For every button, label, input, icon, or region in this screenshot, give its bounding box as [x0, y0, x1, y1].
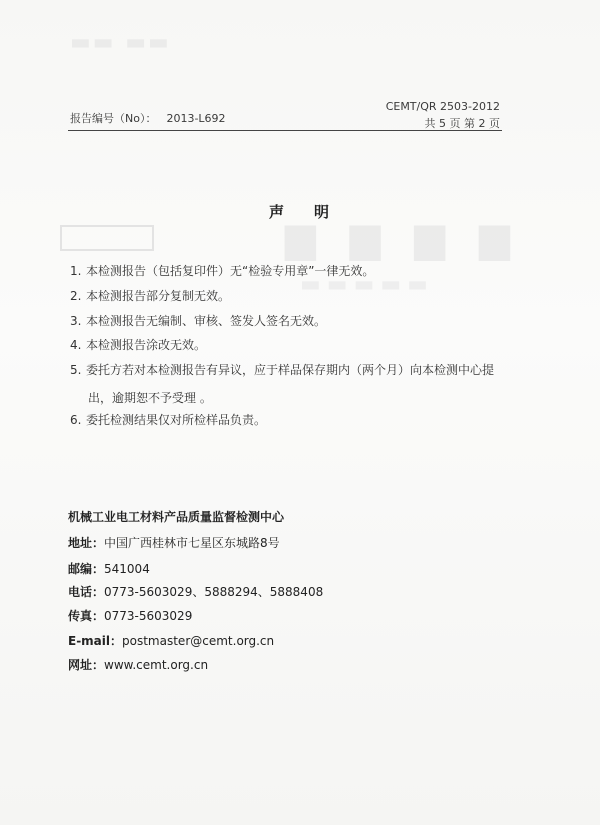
org-email — [68, 632, 274, 649]
website-value: www.cemt.org.cn — [104, 658, 209, 672]
fax-value: 0773-5603029 — [104, 609, 193, 623]
page-info: 共 5 页 第 2 页 — [424, 117, 500, 130]
statement-item: 5. 委托方若对本检测报告有异议，应于样品保存期内（两个月）向本检测中心提 出，逾期恕不予受理 。 — [70, 363, 495, 405]
phone-value: 0773-5603029、5888294、5888408 — [104, 585, 324, 599]
form-code: CEMT/QR 2503-2012 — [385, 100, 500, 113]
header-right — [386, 98, 500, 132]
report-number — [70, 110, 226, 126]
org-website — [68, 656, 208, 673]
bleed-through-subtitle: ▬▬▬▬▬ — [300, 272, 434, 297]
report-number-label: 报告编号（No）： — [70, 112, 157, 125]
bleed-through-title: ▆ ▆ ▆ ▆ — [285, 215, 520, 261]
statement-item: 3. 本检测报告无编制、审核、签发人签名无效。 — [70, 314, 327, 328]
org-address — [68, 534, 280, 551]
postcode-label: 邮编： — [68, 562, 105, 576]
website-label: 网址： — [68, 658, 105, 672]
org-name: 机械工业电工材料产品质量监督检测中心 — [68, 510, 285, 524]
org-phone — [68, 583, 323, 600]
header-rule — [68, 130, 502, 131]
statement-item: 4. 本检测报告涂改无效。 — [70, 338, 207, 352]
address-value: 中国广西桂林市七星区东城路8号 — [104, 536, 280, 550]
email-label: E-mail： — [68, 634, 123, 648]
org-fax — [68, 607, 192, 624]
email-value: postmaster@cemt.org.cn — [122, 634, 275, 648]
statement-item: 6. 委托检测结果仅对所检样品负责。 — [70, 413, 267, 427]
bleed-through-logo: ▬▬ ▬▬ — [70, 30, 171, 55]
statement-item: 2. 本检测报告部分复制无效。 — [70, 289, 231, 303]
fax-label: 传真： — [68, 609, 105, 623]
bleed-through-box — [60, 225, 154, 251]
page-title: 声明 — [268, 203, 359, 221]
phone-label: 电话： — [68, 585, 105, 599]
postcode-value: 541004 — [104, 562, 150, 576]
address-label: 地址： — [68, 536, 105, 550]
org-postcode — [68, 560, 150, 577]
statement-continuation: 出，逾期恕不予受理 。 — [88, 391, 212, 405]
report-number-value: 2013-L692 — [166, 112, 226, 125]
statement-item: 1. 本检测报告（包括复印件）无“检验专用章”一律无效。 — [70, 264, 375, 278]
